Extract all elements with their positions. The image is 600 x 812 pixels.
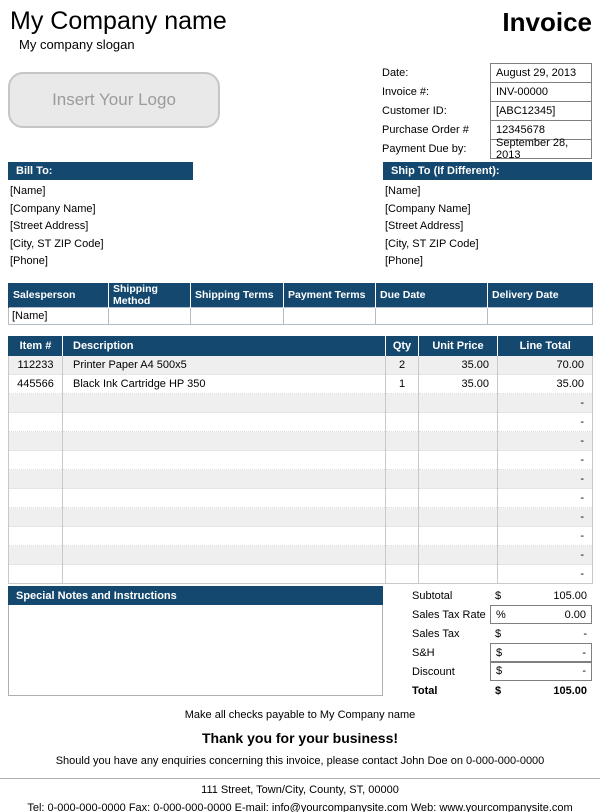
table-row <box>9 432 593 451</box>
description-cell[interactable]: Printer Paper A4 500x5 <box>63 356 386 375</box>
salesperson-header: Salesperson <box>9 283 109 308</box>
table-row <box>9 546 593 565</box>
customer-id-label: Customer ID: <box>382 105 447 117</box>
footer-divider <box>0 778 600 779</box>
purchase-order-label: Purchase Order # <box>382 124 469 136</box>
ship-to-phone[interactable]: [Phone] <box>385 255 423 267</box>
description-cell[interactable] <box>63 413 386 432</box>
ship-to-lines <box>383 183 592 271</box>
discount-row <box>385 662 592 681</box>
table-row <box>9 413 593 432</box>
due-date-cell[interactable] <box>376 307 488 324</box>
item-number-cell[interactable] <box>9 546 63 565</box>
qty-cell[interactable] <box>386 508 419 527</box>
meta-row-payment-due <box>382 139 592 159</box>
discount-field[interactable]: $ - <box>490 662 592 681</box>
payment-terms-header: Payment Terms <box>284 283 376 308</box>
qty-cell[interactable] <box>386 489 419 508</box>
bill-to-name[interactable]: [Name] <box>10 185 46 197</box>
unit-price-cell[interactable] <box>419 565 498 584</box>
date-label: Date: <box>382 67 409 79</box>
item-number-cell[interactable]: 445566 <box>9 375 63 394</box>
unit-price-cell[interactable] <box>419 413 498 432</box>
bill-to-block <box>8 162 383 271</box>
description-cell[interactable] <box>63 565 386 584</box>
item-number-cell[interactable] <box>9 470 63 489</box>
unit-price-cell[interactable]: 35.00 <box>419 356 498 375</box>
currency-symbol: $ <box>496 665 503 677</box>
item-number-cell[interactable] <box>9 432 63 451</box>
meta-row-invoice-number <box>382 82 592 102</box>
company-slogan: My company slogan <box>19 37 135 52</box>
ship-to-name[interactable]: [Name] <box>385 185 421 197</box>
table-row <box>9 489 593 508</box>
description-cell[interactable] <box>63 527 386 546</box>
shipping-method-cell[interactable] <box>109 307 191 324</box>
unit-price-cell[interactable] <box>419 527 498 546</box>
ship-to-header-bar: Ship To (If Different): <box>383 162 592 180</box>
sales-tax-value: $ - <box>495 627 587 640</box>
sales-tax-rate-label: Sales Tax Rate <box>412 608 486 621</box>
table-row <box>9 565 593 584</box>
line-total-cell: - <box>498 489 593 508</box>
bill-to-header-bar: Bill To: <box>8 162 193 180</box>
currency-symbol: $ <box>495 627 502 640</box>
customer-id-field[interactable]: [ABC12345] <box>490 101 592 121</box>
description-cell[interactable] <box>63 508 386 527</box>
header <box>0 0 600 52</box>
discount-label: Discount <box>412 665 455 678</box>
line-total-cell: - <box>498 413 593 432</box>
table-row <box>9 375 593 394</box>
special-notes-input[interactable] <box>8 605 383 696</box>
subtotal-value: $ 105.00 <box>495 589 587 602</box>
shipping-handling-label: S&H <box>412 646 435 659</box>
totals-block <box>385 586 592 700</box>
sales-tax-label: Sales Tax <box>412 627 460 640</box>
currency-symbol: $ <box>495 684 502 697</box>
invoice-number-label: Invoice #: <box>382 86 430 98</box>
unit-price-cell[interactable] <box>419 432 498 451</box>
shipping-terms-cell[interactable] <box>191 307 284 324</box>
table-row <box>9 527 593 546</box>
item-number-cell[interactable] <box>9 413 63 432</box>
company-name: My Company name <box>10 7 227 35</box>
shipping-header-row <box>9 283 593 308</box>
invoice-number-field[interactable]: INV-00000 <box>490 82 592 102</box>
table-row <box>9 356 593 375</box>
unit-price-cell[interactable]: 35.00 <box>419 375 498 394</box>
special-notes-header-bar: Special Notes and Instructions <box>8 586 383 605</box>
qty-header: Qty <box>386 336 419 356</box>
unit-price-cell[interactable] <box>419 451 498 470</box>
item-number-header: Item # <box>9 336 63 356</box>
checks-payable-note: Make all checks payable to My Company name <box>184 709 416 721</box>
invoice-meta <box>382 63 592 159</box>
line-items-table <box>8 336 593 585</box>
qty-cell[interactable] <box>386 394 419 413</box>
table-row <box>9 508 593 527</box>
grand-total-label: Total <box>412 684 438 697</box>
item-number-cell[interactable] <box>9 565 63 584</box>
page-title: Invoice <box>502 7 592 37</box>
grand-total-value: $ 105.00 <box>495 684 587 697</box>
due-date-header: Due Date <box>376 283 488 308</box>
items-header-row <box>9 336 593 356</box>
footer <box>0 709 600 812</box>
ship-to-company[interactable]: [Company Name] <box>385 202 471 215</box>
shipping-terms-header: Shipping Terms <box>191 283 284 308</box>
subtotal-label: Subtotal <box>412 589 453 602</box>
ship-to-city[interactable]: [City, ST ZIP Code] <box>385 237 479 250</box>
description-cell[interactable] <box>63 432 386 451</box>
line-total-cell: - <box>498 527 593 546</box>
unit-price-cell[interactable] <box>419 546 498 565</box>
grand-total-row <box>385 681 592 700</box>
sales-tax-rate-row <box>385 605 592 624</box>
delivery-date-header: Delivery Date <box>488 283 593 308</box>
meta-row-date <box>382 63 592 83</box>
line-total-cell: - <box>498 546 593 565</box>
shipping-handling-row <box>385 643 592 662</box>
shipping-info-table <box>8 283 593 325</box>
subtotal-row <box>385 586 592 605</box>
unit-price-cell[interactable] <box>419 489 498 508</box>
meta-row-customer-id <box>382 101 592 121</box>
qty-cell[interactable] <box>386 470 419 489</box>
bill-to-street[interactable]: [Street Address] <box>10 220 89 232</box>
addresses-section <box>8 162 592 271</box>
item-number-cell[interactable] <box>9 451 63 470</box>
date-field[interactable]: August 29, 2013 <box>490 63 592 83</box>
table-row <box>9 451 593 470</box>
line-total-cell: - <box>498 451 593 470</box>
delivery-date-cell[interactable] <box>488 307 593 324</box>
line-total-cell: - <box>498 432 593 451</box>
unit-price-header: Unit Price <box>419 336 498 356</box>
line-total-cell: 35.00 <box>498 375 593 394</box>
enquiries-note: Should you have any enquiries concerning this invoice, please contact John Doe on 0-000-000-0000 <box>55 755 545 767</box>
unit-price-cell[interactable] <box>419 508 498 527</box>
item-number-cell[interactable] <box>9 394 63 413</box>
company-address: 111 Street, Town/City, County, ST, 00000 <box>201 784 399 796</box>
item-number-cell[interactable] <box>9 527 63 546</box>
item-number-cell[interactable] <box>9 489 63 508</box>
payment-due-field[interactable]: September 28, 2013 <box>490 139 592 159</box>
ship-to-block <box>383 162 592 271</box>
description-cell[interactable] <box>63 470 386 489</box>
item-number-cell[interactable]: 112233 <box>9 356 63 375</box>
percent-symbol: % <box>496 608 506 621</box>
description-cell[interactable] <box>63 394 386 413</box>
table-row <box>9 470 593 489</box>
shipping-value-row <box>9 307 593 324</box>
shipping-method-header: Shipping Method <box>109 283 191 308</box>
item-number-cell[interactable] <box>9 508 63 527</box>
notes-totals-section <box>8 586 592 700</box>
qty-cell[interactable]: 2 <box>386 356 419 375</box>
description-cell[interactable] <box>63 489 386 508</box>
logo-placeholder[interactable] <box>8 72 220 128</box>
currency-symbol: $ <box>496 646 503 659</box>
qty-cell[interactable] <box>386 451 419 470</box>
sales-tax-rate-field[interactable]: % 0.00 <box>490 605 592 624</box>
description-cell[interactable] <box>63 546 386 565</box>
company-block <box>10 6 227 52</box>
description-header: Description <box>63 336 386 356</box>
line-total-header: Line Total <box>498 336 593 356</box>
special-notes-block <box>8 586 383 700</box>
qty-cell[interactable] <box>386 565 419 584</box>
ship-to-street[interactable]: [Street Address] <box>385 220 464 232</box>
line-total-cell: - <box>498 508 593 527</box>
logo-meta-row <box>8 56 592 159</box>
bill-to-lines <box>8 183 383 271</box>
unit-price-cell[interactable] <box>419 470 498 489</box>
bill-to-city[interactable]: [City, ST ZIP Code] <box>10 237 104 250</box>
description-cell[interactable]: Black Ink Cartridge HP 350 <box>63 375 386 394</box>
qty-cell[interactable] <box>386 527 419 546</box>
currency-symbol: $ <box>495 589 502 602</box>
line-total-cell: - <box>498 470 593 489</box>
payment-due-label: Payment Due by: <box>382 143 467 155</box>
table-row <box>9 394 593 413</box>
unit-price-cell[interactable] <box>419 394 498 413</box>
thank-you-message: Thank you for your business! <box>201 730 399 746</box>
qty-cell[interactable] <box>386 413 419 432</box>
line-total-cell: - <box>498 394 593 413</box>
company-contact-line: Tel: 0-000-000-0000 Fax: 0-000-000-0000 E-mail: info@yourcompanysite.com Web: www.yourcompanysite.com <box>27 802 573 812</box>
logo-placeholder-label: Insert Your Logo <box>52 90 176 109</box>
line-total-cell: 70.00 <box>498 356 593 375</box>
shipping-handling-field[interactable]: $ - <box>490 643 592 662</box>
description-cell[interactable] <box>63 451 386 470</box>
qty-cell[interactable] <box>386 546 419 565</box>
bill-to-phone[interactable]: [Phone] <box>10 255 48 267</box>
line-total-cell: - <box>498 565 593 584</box>
qty-cell[interactable]: 1 <box>386 375 419 394</box>
sales-tax-row <box>385 624 592 643</box>
purchase-order-field[interactable]: 12345678 <box>490 120 592 140</box>
qty-cell[interactable] <box>386 432 419 451</box>
payment-terms-cell[interactable] <box>284 307 376 324</box>
salesperson-cell[interactable]: [Name] <box>9 307 109 324</box>
bill-to-company[interactable]: [Company Name] <box>10 202 96 215</box>
